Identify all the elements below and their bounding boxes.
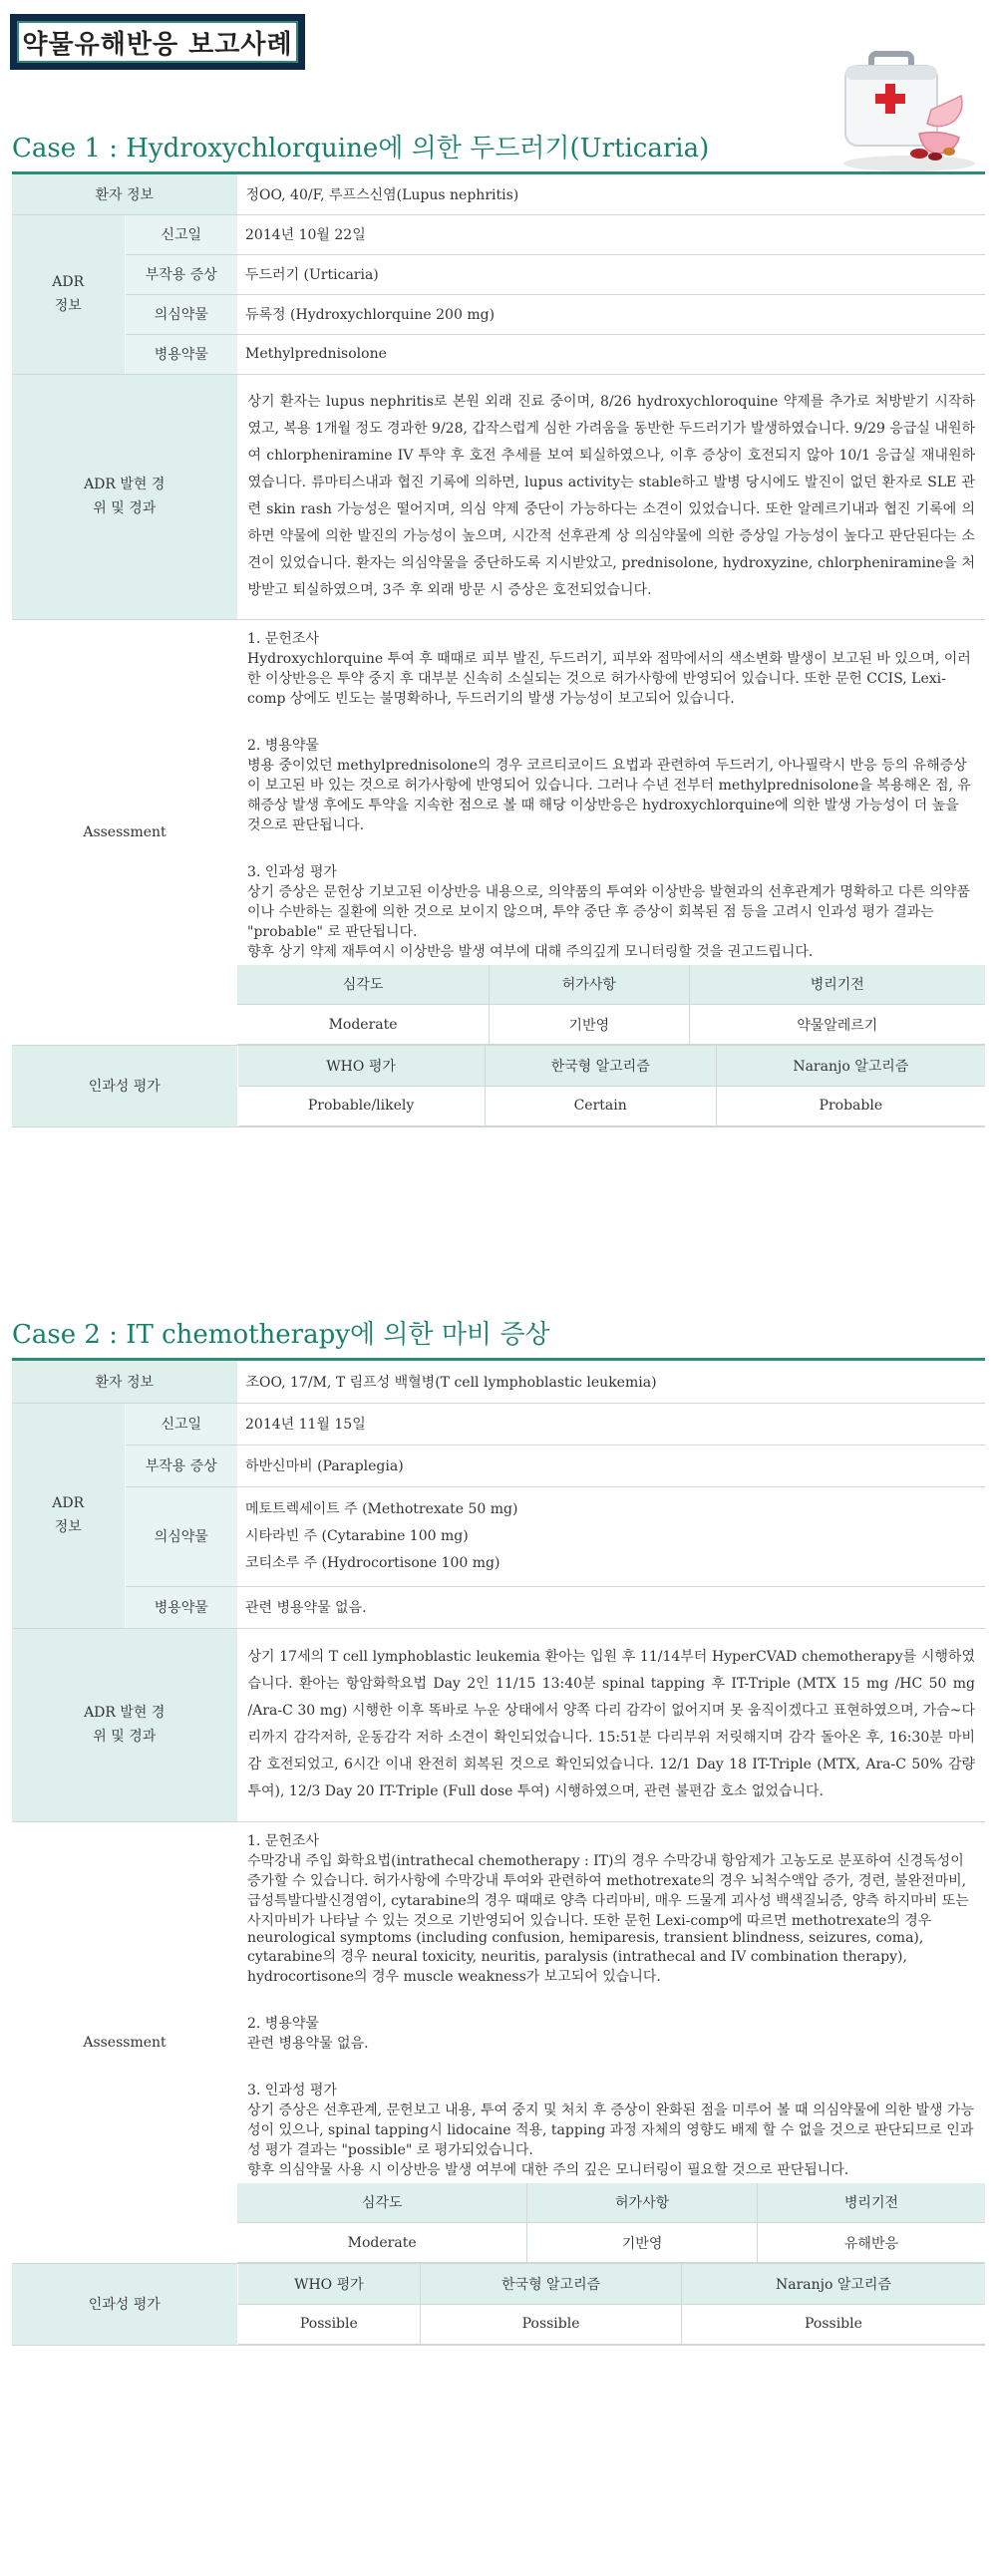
case1-table bbox=[12, 174, 985, 1127]
case1-causality-table bbox=[238, 1046, 986, 1127]
severity-value: Moderate bbox=[237, 1005, 490, 1045]
assessment-paragraph: 수막강내 주입 화학요법(intrathecal chemotherapy : IT)의 경우 수막강내 항암제가 고농도로 분포하여 신경독성이 증가할 수 있습니다. 허가사항에 수막강내 투여와 관련하여 methotrexate의 경우 뇌척수액압 증가, 경련, 불완전마비, 급성특발다발신경염이, cytarabine의 경우 때때로 양측 다리마비, 매우 드물게 괴사성 백색질뇌증, 양측 하지마비 또는 사지마비가 나타날 수 있는 것으로 기반영되어 있습니다. 또한 문헌 Lexi-comp에 따르면 methotrexate의 경우 neurological symptoms (including confusion, hemiparesis, transient blindness, seizures, coma), cytarabine의 경우 neural toxicity, neuritis, paralysis (intrathecal and IV combination therapy), hydrocortisone의 경우 muscle weakness가 보고되어 있습니다. bbox=[247, 1852, 969, 1985]
assessment-heading: 3. 인과성 평가 bbox=[247, 863, 337, 880]
case1-side-effect-value: 두드러기 (Urticaria) bbox=[237, 254, 985, 294]
case2-assessment-text bbox=[237, 1822, 985, 2183]
approval-value: 기반영 bbox=[490, 1005, 689, 1045]
naranjo-value: Possible bbox=[681, 2304, 985, 2344]
case2-suspect-drug: 메토트렉세이트 주 (Methotrexate 50 mg) bbox=[245, 1500, 518, 1517]
case1-patient-value: 정OO, 40/F, 루프스신염(Lupus nephritis) bbox=[237, 174, 985, 214]
who-value: Probable/likely bbox=[238, 1086, 486, 1126]
severity-header: 심각도 bbox=[237, 965, 490, 1005]
assessment-heading: 2. 병용약물 bbox=[247, 2015, 319, 2032]
assessment-paragraph: 상기 증상은 문헌상 기보고된 이상반응 내용으로, 의약품의 투여와 이상반응 발현과의 선후관계가 명확하고 다른 의약품이나 수반하는 질환에 의한 것으로 보이지 않으며, 투약 중단 후 증상이 회복된 점 등을 고려시 인과성 평가 결과는 "probable" 로 판단됩니다. bbox=[247, 883, 970, 940]
case2-report-date-value: 2014년 11월 15일 bbox=[237, 1403, 985, 1445]
case2-course-label: ADR 발현 경위 및 경과 bbox=[12, 1628, 237, 1821]
naranjo-header: Naranjo 알고리즘 bbox=[716, 1046, 985, 1086]
assessment-paragraph: 병용 중이었던 methylprednisolone의 경우 코르티코이드 요법과 관련하여 두드러기, 아나필락시 반응 등의 유해증상이 보고된 바 있는 것으로 허가사항에 반영되어 있습니다. 그러나 수년 전부터 methylprednisolone을 복용해온 점, 유해증상 발생 후에도 투약을 지속한 점으로 볼 때 해당 이상반응은 hydroxychlorquine에 의한 발생 가능성이 더 높을 것으로 판단됩니다. bbox=[247, 757, 971, 833]
assessment-paragraph: 향후 의심약물 사용 시 이상반응 발생 여부에 대한 주의 깊은 모니터링이 필요할 것으로 판단됩니다. bbox=[247, 2161, 849, 2178]
case2-table bbox=[12, 1361, 985, 2346]
case2-severity-table bbox=[237, 2183, 985, 2264]
naranjo-value: Probable bbox=[716, 1086, 985, 1126]
assessment-heading: 2. 병용약물 bbox=[247, 737, 319, 754]
case1-concomitant-value: Methylprednisolone bbox=[237, 334, 985, 374]
approval-header: 허가사항 bbox=[527, 2183, 758, 2223]
who-header: WHO 평가 bbox=[238, 1046, 486, 1086]
assessment-paragraph: Hydroxychlorquine 투여 후 때때로 피부 발진, 두드러기, 피부와 점막에서의 색소변화 발생이 보고된 바 있으며, 이러한 이상반응은 투약 중지 후 대부분 신속히 소실되는 것으로 허가사항에 반영되어 있습니다. 또한 문헌 CCIS, Lexi-comp 상에도 빈도는 불명확하나, 두드러기의 발생 가능성이 보고되어 있습니다. bbox=[247, 650, 971, 707]
case1-suspect-label: 의심약물 bbox=[125, 294, 237, 334]
who-value: Possible bbox=[238, 2304, 421, 2344]
case1-adr-label: ADR 정보 bbox=[12, 214, 125, 374]
case2-side-effect-value: 하반신마비 (Paraplegia) bbox=[237, 1445, 985, 1486]
case2-causality-label: 인과성 평가 bbox=[12, 2264, 237, 2346]
case2-suspect-drug: 코티소루 주 (Hydrocortisone 100 mg) bbox=[245, 1554, 500, 1571]
case1-report-date-value: 2014년 10월 22일 bbox=[237, 214, 985, 254]
case1-course-text: 상기 환자는 lupus nephritis로 본원 외래 진료 중이며, 8/26 hydroxychloroquine 약제를 추가로 처방받기 시작하였고, 복용 1개월 정도 경과한 9/28, 갑작스럽게 심한 가려움을 동반한 두드러기가 발생하였습니다. 9/29 응급실 내원하여 chlorpheniramine IV 투약 후 호전 추세를 보여 퇴실하였으나, 이후 증상이 호전되지 않아 10/1 응급실 재내원하였습니다. 류마티스내과 협진 기록에 의하면, lupus activity는 stable하고 발병 당시에도 발진이 없던 환자로 SLE 관련 skin rash 가능성은 떨어지며, 의심 약제 중단이 가능하다는 소견이 있었습니다. 또한 알레르기내과 협진 기록에 의하면 약물에 의한 발진의 가능성이 높으며, 시간적 선후관계 상 의심약물에 의한 증상일 가능성이 높다고 판단된다는 소견이 있었습니다. 환자는 의심약물을 중단하도록 지시받았고, prednisolone, hydroxyzine, chlorpheniramine을 처방받고 퇴실하였으며, 3주 후 외래 방문 시 증상은 호전되었습니다. bbox=[237, 374, 985, 619]
case2-adr-label: ADR 정보 bbox=[12, 1403, 125, 1628]
korean-algorithm-value: Possible bbox=[421, 2304, 682, 2344]
case1-title: Case 1 : Hydroxychlorquine에 의한 두드러기(Urticaria) bbox=[12, 134, 710, 163]
case1-causality-label: 인과성 평가 bbox=[12, 1046, 237, 1127]
assessment-paragraph: 관련 병용약물 없음. bbox=[247, 2035, 369, 2052]
case1-concomitant-label: 병용약물 bbox=[125, 334, 237, 374]
case2-course-text: 상기 17세의 T cell lymphoblastic leukemia 환아는 입원 후 11/14부터 HyperCVAD chemotherapy를 시행하였습니다. 환아는 항암화학요법 Day 2인 11/15 13:40분 spinal tapping 후 IT-Triple (MTX 15 mg /HC 50 mg /Ara-C 30 mg) 시행한 이후 똑바로 누운 상태에서 양쪽 다리 감각이 없어지며 못 움직이겠다고 표현하였으며, 가슴~다리까지 감각저하, 운동감각 저하 소견이 확인되었습니다. 15:51분 다리부위 저릿해지며 감각 돌아온 후, 16:30분 마비감 호전되었고, 6시간 이내 완전히 회복된 것으로 확인되었습니다. 12/1 Day 18 IT-Triple (MTX, Ara-C 50% 감량 투여), 12/3 Day 20 IT-Triple (Full dose 투여) 시행하였으며, 관련 불편감 호소 없었습니다. bbox=[237, 1628, 985, 1821]
mechanism-value: 유해반응 bbox=[757, 2223, 985, 2263]
case1-assessment-text bbox=[237, 620, 985, 965]
case1-report-date-label: 신고일 bbox=[125, 214, 237, 254]
case2-patient-value: 조OO, 17/M, T 림프성 백혈병(T cell lymphoblastic leukemia) bbox=[237, 1361, 985, 1403]
who-header: WHO 평가 bbox=[238, 2264, 421, 2304]
case1-course-label: ADR 발현 경위 및 경과 bbox=[12, 374, 237, 619]
case2-concomitant-label: 병용약물 bbox=[125, 1586, 237, 1628]
approval-value: 기반영 bbox=[527, 2223, 758, 2263]
assessment-paragraph: 상기 증상은 선후관계, 문헌보고 내용, 투여 중지 및 처치 후 증상이 완화된 점을 미루어 볼 때 의심약물에 의한 발생 가능성이 있으나, spinal tapping시 lidocaine 적용, tapping 과정 자체의 영향도 배제 할 수 없을 것으로 판단되므로 인과성 평가 결과는 "possible" 로 평가되었습니다. bbox=[247, 2101, 975, 2158]
korean-algorithm-header: 한국형 알고리즘 bbox=[485, 1046, 716, 1086]
naranjo-header: Naranjo 알고리즘 bbox=[681, 2264, 985, 2304]
korean-algorithm-value: Certain bbox=[485, 1086, 716, 1126]
assessment-paragraph: 향후 상기 약제 재투여시 이상반응 발생 여부에 대해 주의깊게 모니터링할 것을 권고드립니다. bbox=[247, 943, 814, 960]
assessment-heading: 1. 문헌조사 bbox=[247, 630, 319, 647]
case1-severity-table bbox=[237, 965, 985, 1046]
case1-suspect-value: 듀록정 (Hydroxychlorquine 200 mg) bbox=[237, 294, 985, 334]
case1-assessment-label: Assessment bbox=[12, 619, 237, 1046]
case2-assessment-label: Assessment bbox=[12, 1821, 237, 2264]
case1-patient-label: 환자 정보 bbox=[12, 174, 237, 214]
page-title-box bbox=[10, 14, 305, 70]
case2-causality-table bbox=[238, 2264, 986, 2345]
case2-suspect-drug: 시타라빈 주 (Cytarabine 100 mg) bbox=[245, 1527, 469, 1544]
mechanism-header: 병리기전 bbox=[689, 965, 985, 1005]
approval-header: 허가사항 bbox=[490, 965, 689, 1005]
first-aid-kit-icon bbox=[831, 46, 981, 175]
case2-patient-label: 환자 정보 bbox=[12, 1361, 237, 1403]
case2-concomitant-value: 관련 병용약물 없음. bbox=[237, 1586, 985, 1628]
severity-header: 심각도 bbox=[237, 2183, 527, 2223]
mechanism-value: 약물알레르기 bbox=[689, 1005, 985, 1045]
mechanism-header: 병리기전 bbox=[757, 2183, 985, 2223]
severity-value: Moderate bbox=[237, 2223, 527, 2263]
assessment-heading: 3. 인과성 평가 bbox=[247, 2082, 337, 2098]
assessment-heading: 1. 문헌조사 bbox=[247, 1832, 319, 1849]
case2-suspect-label: 의심약물 bbox=[125, 1486, 237, 1586]
korean-algorithm-header: 한국형 알고리즘 bbox=[421, 2264, 682, 2304]
case2-side-effect-label: 부작용 증상 bbox=[125, 1445, 237, 1486]
page-title: 약물유해반응 보고사례 bbox=[22, 29, 293, 60]
case1-side-effect-label: 부작용 증상 bbox=[125, 254, 237, 294]
case2-title: Case 2 : IT chemotherapy에 의한 마비 증상 bbox=[12, 1320, 550, 1350]
case2-report-date-label: 신고일 bbox=[125, 1403, 237, 1445]
